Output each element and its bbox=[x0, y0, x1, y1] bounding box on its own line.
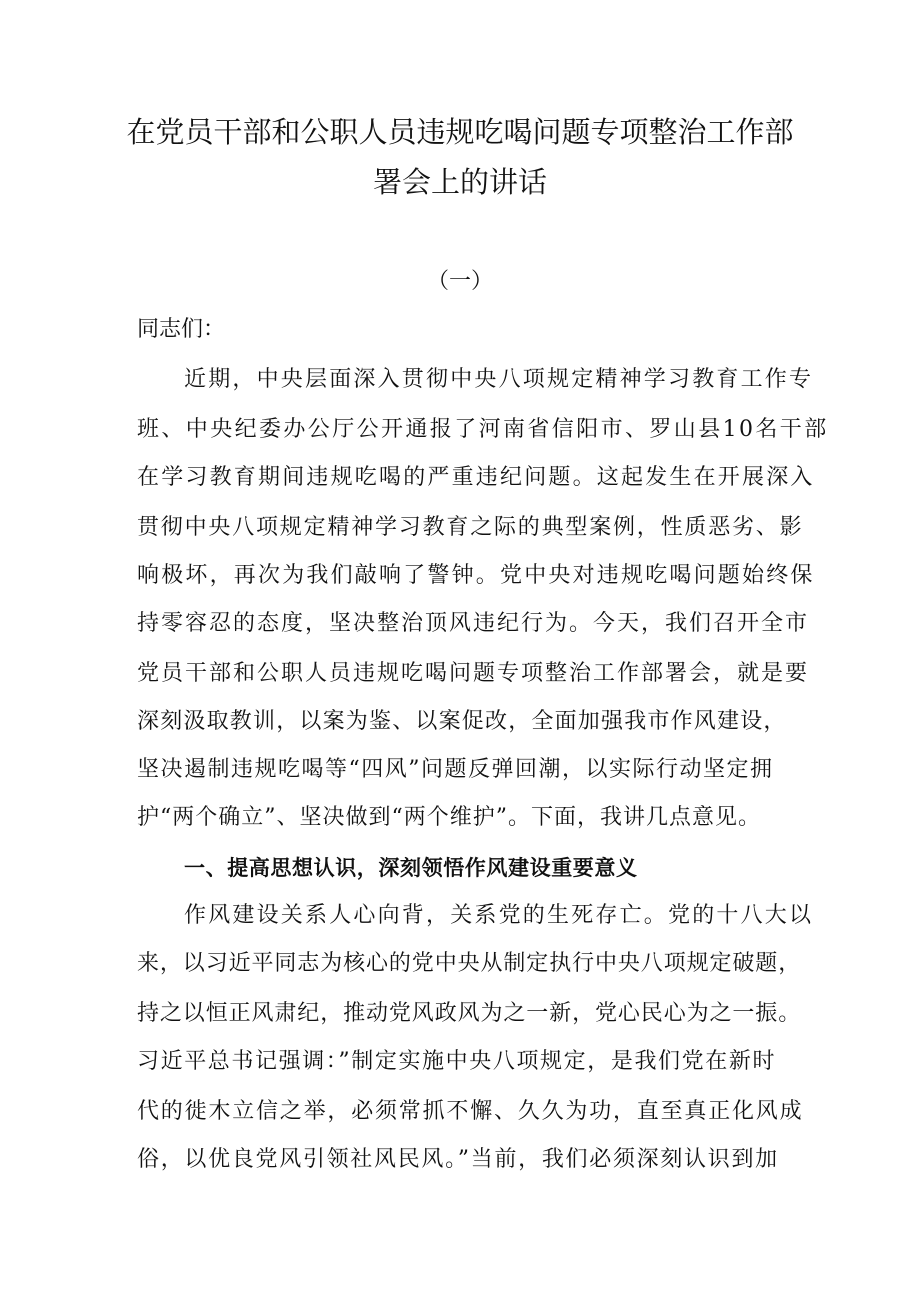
document-title-line-2: 署会上的讲话 bbox=[372, 165, 547, 199]
paragraph-1-line: 班、中央纪委办公厅公开通报了河南省信阳市、罗山县10名干部 bbox=[137, 417, 829, 442]
paragraph-1-line: 坚决遏制违规吃喝等“四风”问题反弹回潮，以实际行动坚定拥 bbox=[137, 757, 774, 782]
paragraph-1-line: 持零容忍的态度，坚决整治顶风违纪行为。今天，我们召开全市 bbox=[137, 611, 810, 636]
paragraph-2-line: 持之以恒正风肃纪，推动党风政风为之一新，党心民心为之一振。 bbox=[137, 1001, 802, 1026]
paragraph-1-line: 党员干部和公职人员违规吃喝问题专项整治工作部署会，就是要 bbox=[137, 661, 810, 686]
paragraph-2-line: 来，以习近平同志为核心的党中央从制定执行中央八项规定破题， bbox=[137, 951, 802, 976]
paragraph-1-line: 深刻汲取教训，以案为鉴、以案促改，全面加强我市作风建设， bbox=[137, 709, 787, 734]
paragraph-2-line: 俗，以优良党风引领社风民风。”当前，我们必须深刻认识到加 bbox=[137, 1147, 779, 1172]
paragraph-1-line: 响极坏，再次为我们敲响了警钟。党中央对违规吃喝问题始终保 bbox=[137, 563, 815, 588]
salutation: 同志们： bbox=[137, 317, 226, 342]
paragraph-1-line: 近期，中央层面深入贯彻中央八项规定精神学习教育工作专 bbox=[184, 367, 814, 392]
paragraph-2-line: 作风建设关系人心向背，关系党的生死存亡。党的十八大以 bbox=[184, 903, 814, 928]
paragraph-1-line: 贯彻中央八项规定精神学习教育之际的典型案例，性质恶劣、影 bbox=[137, 515, 804, 540]
paragraph-2-line: 代的徙木立信之举，必须常抓不懈、久久为功，直至真正化风成 bbox=[137, 1099, 804, 1124]
section-heading-1: 一、提高思想认识，深刻领悟作风建设重要意义 bbox=[184, 856, 638, 880]
paragraph-1-line: 护“两个确立”、坚决做到“两个维护”。下面，我讲几点意见。 bbox=[137, 805, 761, 830]
paragraph-1-line: 在学习教育期间违规吃喝的严重违纪问题。这起发生在开展深入 bbox=[137, 465, 815, 490]
section-label: （一） bbox=[426, 269, 493, 294]
paragraph-2-line: 习近平总书记强调：”制定实施中央八项规定，是我们党在新时 bbox=[137, 1049, 777, 1074]
document-title-line-1: 在党员干部和公职人员违规吃喝问题专项整治工作部 bbox=[126, 115, 794, 149]
